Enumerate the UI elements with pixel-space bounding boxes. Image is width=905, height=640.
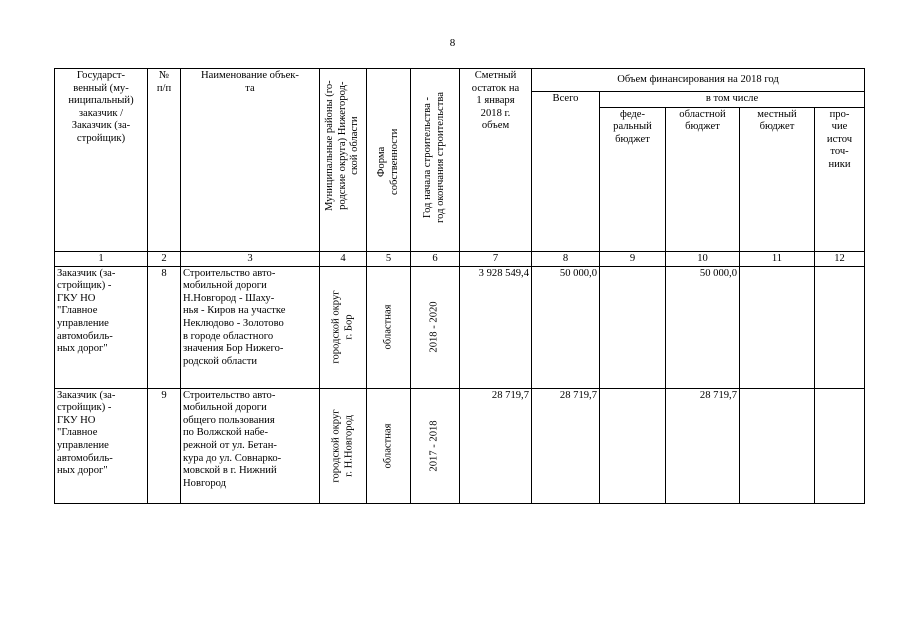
header-estimate-line: Сметный <box>474 70 517 81</box>
row-customer-line: стройщик) - <box>57 280 112 292</box>
header-federal-line: феде- <box>619 108 646 120</box>
row-object-line: общего пользования <box>183 414 275 426</box>
header-customer-line: венный (му- <box>73 82 129 94</box>
row-years <box>411 266 460 388</box>
row-object-line: Н.Новгород - Шаху- <box>183 292 275 304</box>
header-estimate-line: 2018 г. <box>480 107 511 119</box>
header-years <box>411 69 460 252</box>
row-customer <box>55 266 148 388</box>
row-regional: 50 000,0 <box>666 266 740 388</box>
header-districts <box>320 69 367 252</box>
row-num: 8 <box>148 266 181 388</box>
row-customer-line: автомобиль- <box>57 452 113 464</box>
row-object-line: режной от ул. Бетан- <box>183 439 277 451</box>
row-district-line: городской округ <box>330 290 342 364</box>
header-customer-line: заказчик / <box>78 107 124 119</box>
header-regional-line: бюджет <box>685 121 720 133</box>
page-number: 8 <box>449 37 456 49</box>
row-local <box>740 388 815 503</box>
header-customer-line: ниципальный) <box>68 95 134 107</box>
row-customer <box>55 388 148 503</box>
header-total: Всего <box>532 92 600 252</box>
header-other-line: чие <box>831 121 848 133</box>
header-customer-line: стройщик) <box>76 132 126 144</box>
header-num <box>148 69 181 252</box>
row-object-line: мобильной дороги <box>183 402 267 414</box>
header-num-line: п/п <box>156 82 172 94</box>
row-estimate: 3 928 549,4 <box>460 266 532 388</box>
row-customer-line: стройщик) - <box>57 402 112 414</box>
row-customer-line: ных дорог" <box>57 465 108 477</box>
header-other-line: источ <box>826 133 853 145</box>
header-regional <box>666 107 740 251</box>
row-other <box>815 266 865 388</box>
header-object-name <box>181 69 320 252</box>
row-total: 28 719,7 <box>532 388 600 503</box>
row-customer-line: ГКУ НО <box>57 414 96 426</box>
row-customer-line: управление <box>57 317 109 329</box>
header-federal <box>600 107 666 251</box>
header-other <box>815 107 865 251</box>
column-number: 9 <box>600 251 666 266</box>
column-number: 5 <box>367 251 411 266</box>
row-estimate: 28 719,7 <box>460 388 532 503</box>
header-object-line: та <box>245 82 255 94</box>
row-years <box>411 388 460 503</box>
header-customer-line: Заказчик (за- <box>71 120 131 132</box>
row-district-line: городской округ <box>330 408 342 483</box>
row-customer-line: ГКУ НО <box>57 292 96 304</box>
table-row <box>55 266 865 388</box>
row-object-line: Строительство авто- <box>183 267 276 279</box>
row-district <box>320 388 367 503</box>
row-ownership-text: областная <box>382 423 394 469</box>
row-customer-line: ных дорог" <box>57 343 108 355</box>
row-federal <box>600 388 666 503</box>
row-years-text: 2017 - 2018 <box>428 419 440 472</box>
header-local-line: бюджет <box>759 121 795 133</box>
header-regional-line: областной <box>679 108 726 120</box>
header-other-line: точ- <box>830 146 849 158</box>
row-object-name <box>181 388 320 503</box>
row-other <box>815 388 865 503</box>
row-object-line: мобильной дороги <box>183 280 267 292</box>
row-years-text: 2018 - 2020 <box>428 301 440 353</box>
header-other-line: ники <box>828 158 851 170</box>
row-ownership <box>367 266 411 388</box>
column-number: 7 <box>460 251 532 266</box>
header-ownership-line: собственности <box>388 129 400 196</box>
row-district-line: г. Бор <box>343 314 354 340</box>
row-customer-line: Заказчик (за- <box>57 267 116 279</box>
column-number: 2 <box>148 251 181 266</box>
header-estimate-line: остаток на <box>471 82 520 94</box>
header-estimate-line: объем <box>481 120 510 132</box>
row-regional: 28 719,7 <box>666 388 740 503</box>
row-object-line: Неклюдово - Золотово <box>183 317 284 329</box>
row-object-line: мовской в г. Нижний <box>183 465 277 477</box>
row-object-name <box>181 266 320 388</box>
header-local-line: местный <box>757 108 797 120</box>
header-districts-line: родские округа) Нижегород- <box>336 81 348 210</box>
row-customer-line: автомобиль- <box>57 330 113 342</box>
header-districts-line: Муниципальные районы (го- <box>324 80 335 211</box>
row-object-line: родской области <box>183 355 258 367</box>
column-number: 6 <box>411 251 460 266</box>
header-districts-line: ской области <box>349 116 361 175</box>
row-object-line: кура до ул. Совнарко- <box>183 452 282 464</box>
row-customer-line: Заказчик (за- <box>57 389 116 401</box>
header-customer <box>55 69 148 252</box>
row-total: 50 000,0 <box>532 266 600 388</box>
financing-table <box>54 68 865 504</box>
table-row <box>55 388 865 503</box>
row-num: 9 <box>148 388 181 503</box>
header-years-line: Год начала строительства - <box>422 97 433 219</box>
row-ownership <box>367 388 411 503</box>
row-object-line: Строительство авто- <box>183 389 276 401</box>
column-number: 12 <box>815 251 865 266</box>
header-ownership <box>367 69 411 252</box>
header-ownership-line: Форма <box>375 147 387 178</box>
header-financing: Объем финансирования на 2018 год <box>532 69 865 92</box>
row-customer-line: управление <box>57 439 109 451</box>
row-customer-line: "Главное <box>57 427 98 439</box>
column-number: 8 <box>532 251 600 266</box>
row-object-line: нья - Киров на участке <box>183 305 286 317</box>
header-customer-line: Государст- <box>76 70 126 81</box>
column-number: 4 <box>320 251 367 266</box>
header-federal-line: ральный <box>613 121 652 133</box>
header-federal-line: бюджет <box>615 133 650 145</box>
header-num-line: № <box>158 70 170 81</box>
column-number: 1 <box>55 251 148 266</box>
header-years-line: год окончания строительства <box>434 92 446 224</box>
header-estimate-line: 1 января <box>476 95 515 107</box>
row-object-line: в городе областного <box>183 330 274 342</box>
column-number: 3 <box>181 251 320 266</box>
row-object-line: значения Бор Нижего- <box>183 343 284 355</box>
row-federal <box>600 266 666 388</box>
column-number: 10 <box>666 251 740 266</box>
row-object-line: по Волжской набе- <box>183 427 269 439</box>
row-district <box>320 266 367 388</box>
header-other-line: про- <box>829 108 850 120</box>
row-ownership-text: областная <box>382 304 394 350</box>
row-district-line: г. Н.Новгород <box>343 414 354 477</box>
header-object-line: Наименование объек- <box>201 70 299 81</box>
row-local <box>740 266 815 388</box>
header-local <box>740 107 815 251</box>
header-estimate <box>460 69 532 252</box>
row-customer-line: "Главное <box>57 305 98 317</box>
column-number: 11 <box>740 251 815 266</box>
row-object-line: Новгород <box>183 477 227 489</box>
header-including: в том числе <box>600 92 865 108</box>
column-number-row <box>55 251 865 266</box>
